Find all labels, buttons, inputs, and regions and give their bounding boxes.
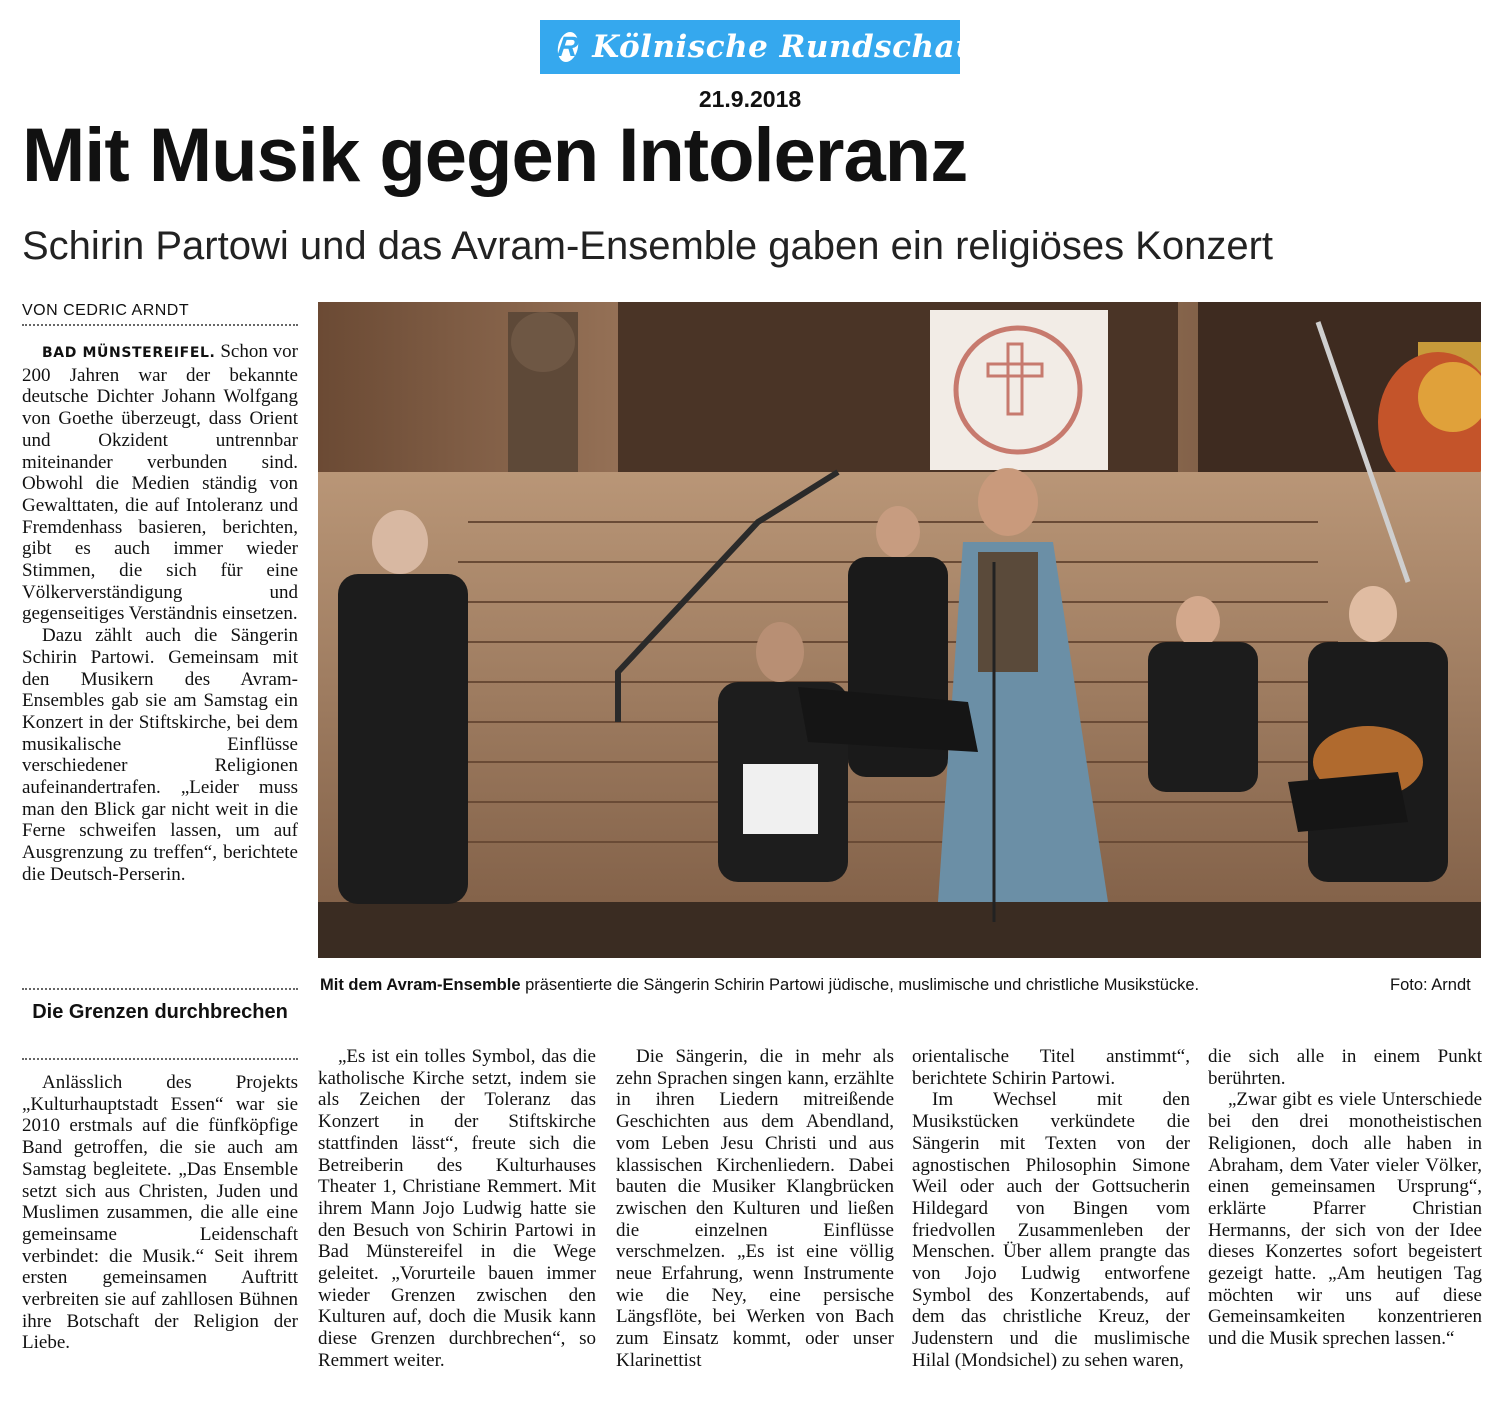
column-5-text-2: „Zwar gibt es viele Unterschiede bei den drei monotheistischen Religionen, doch alle haben in Abraham, dem Vater vieler Völker, einen gemeinsamen Ursprung“, erklärte Pfarrer Christian Hermanns, der sich von der Idee dieses Konzertes sofort begeistert gezeigt hatte. „Am heutigen Tag möchten wir uns auf diese Gemeinsamkeiten konzentrieren und die Musik sprechen lassen.“ <box>1208 1089 1482 1350</box>
photo-credit: Foto: Arndt <box>1390 976 1471 994</box>
column-5-text-1: die sich alle in einem Punkt berührten. <box>1208 1046 1482 1089</box>
column-2-text: „Es ist ein tolles Symbol, das die katholische Kirche setzt, indem sie als Zeichen der Toleranz das Konzert in der Stiftskirche stattfinden lässt“, freute sich die Betreiberin des Kulturhauses Theater 1, Christiane Remmert. Mit ihrem Mann Jojo Ludwig hatte sie den Besuch von Schirin Partowi in Bad Münstereifel in die Wege geleitet. „Vorurteile bauen immer wieder Grenzen zwischen den Kulturen auf, doch die Musik kann diese Grenzen durchbrechen“, so Remmert weiter. <box>318 1046 596 1371</box>
caption-lead: Mit dem Avram-Ensemble <box>320 976 521 994</box>
lead-paragraph-1: Schon vor 200 Jahren war der bekannte deutsche Dichter Johann Wolfgang von Goethe überzeugt, dass Orient und Okzident untrennbar miteinander verbunden sind. Obwohl die Medien ständig von Gewalttaten, die auf Intoleranz und Fremdenhass basieren, berichten, gibt es auch immer wieder Stimmen, die sich für eine Völkerverständigung und gegenseitiges Verständnis einsetzen. <box>22 341 298 625</box>
publication-date: 21.9.2018 <box>698 86 802 112</box>
subheadline: Schirin Partowi und das Avram-Ensemble gaben ein religiöses Konzert <box>22 224 1274 268</box>
column-1-text: Anlässlich des Projekts „Kulturhauptstadt Essen“ war sie 2010 erstmals auf die fünfköpfige Band getroffen, die sie auch am Samstag begleitete. „Das Ensemble setzt sich aus Christen, Juden und Muslimen zusammen, die alle eine gemeinsame Leidenschaft verbindet: die Musik.“ Seit ihrem ersten gemeinsamen Auftritt verbreiten sie auf zahllosen Bühnen ihre Botschaft der Religion der Liebe. <box>22 1072 298 1354</box>
lead-column <box>22 341 298 886</box>
divider <box>22 988 298 990</box>
newspaper-logo-icon: R <box>555 31 581 62</box>
byline: VON CEDRIC ARNDT <box>22 302 190 319</box>
masthead <box>540 20 979 74</box>
subhead: Die Grenzen durchbrechen <box>32 1001 288 1023</box>
article-column-4 <box>912 1046 1190 1372</box>
concert-photo <box>318 302 1481 958</box>
photo-caption <box>320 976 1199 995</box>
column-3-text: Die Sängerin, die in mehr als zehn Sprachen singen kann, erzählte in ihren Liedern mitreißende Geschichten aus dem Abendland, vom Leben Jesu Christi und aus klassischen Kirchenliedern. Dabei bauten die Musiker Klangbrücken zwischen den Kulturen und ließen die einzelnen Einflüsse verschmelzen. „Es ist eine völlig neue Erfahrung, wenn Instrumente wie die Ney, eine persische Längsflöte, bei Werken von Bach zum Einsatz kommt, oder unser Klarinettist <box>616 1046 894 1371</box>
article-column-1 <box>22 1072 298 1354</box>
column-4-text-2: Im Wechsel mit den Musikstücken verkündete die Sängerin mit Texten von der agnostischen Philosophin Simone Weil oder auch der Gottsucherin Hildegard von Bingen vom friedvollen Zusammenleben der Menschen. Über allem prangte das von Jojo Ludwig entworfene Symbol des Konzertabends, auf dem das christliche Kreuz, der Judenstern und die muslimische Hilal (Mondsichel) zu sehen waren, <box>912 1089 1190 1371</box>
headline: Mit Musik gegen Intoleranz <box>22 113 968 198</box>
caption-text: präsentierte die Sängerin Schirin Partowi jüdische, muslimische und christliche Musikstücke. <box>520 976 1200 994</box>
article-column-5 <box>1208 1046 1482 1350</box>
column-4-text-1: orientalische Titel anstimmt“, berichtete Schirin Partowi. <box>912 1046 1190 1089</box>
article-column-2 <box>318 1046 596 1372</box>
lead-paragraph-2: Dazu zählt auch die Sängerin Schirin Partowi. Gemeinsam mit den Musikern des Avram-Ensembles gab sie am Samstag ein Konzert in der Stiftskirche, bei dem musikalische Einflüsse verschiedener Religionen aufeinandertrafen. „Leider muss man den Blick gar nicht weit in die Ferne schweifen lassen, um auf Ausgrenzung zu treffen“, berichtete die Deutsch-Perserin. <box>22 625 298 885</box>
divider <box>22 1058 298 1060</box>
article-column-3 <box>616 1046 894 1372</box>
divider <box>22 324 298 326</box>
newspaper-name: Kölnische Rundschau <box>592 29 979 65</box>
dateline: BAD MÜNSTEREIFEL. <box>42 345 216 361</box>
